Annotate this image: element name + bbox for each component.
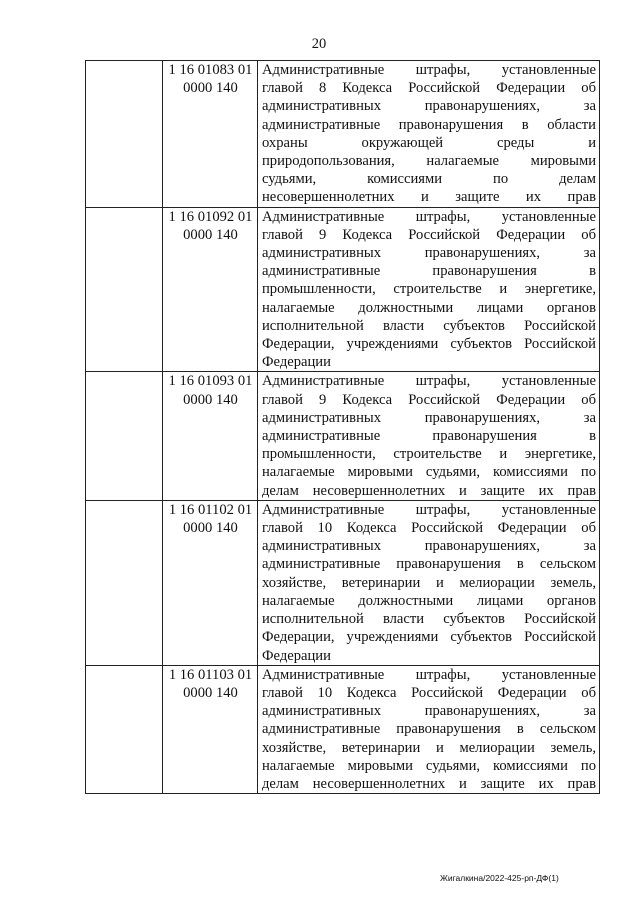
table-row	[86, 61, 600, 208]
description-line: административных правонарушениях, за	[262, 538, 596, 555]
description-cell	[258, 207, 600, 372]
description-line: хозяйстве, ветеринарии и мелиорации земель,	[262, 574, 596, 591]
description-line: главой 9 Кодекса Российской Федерации об	[262, 391, 596, 408]
description-line: Административные штрафы, установленные	[262, 62, 596, 78]
description-cell	[258, 500, 600, 665]
description-line: налагаемые должностными лицами органов	[262, 592, 596, 609]
description-line: административные правонарушения в	[262, 428, 596, 445]
description-line: Административные штрафы, установленные	[262, 666, 596, 683]
description-line: промышленности, строительстве и энергетике,	[262, 281, 596, 298]
description-line: делам несовершеннолетних и защите их прав	[262, 775, 596, 792]
budget-code-cell: 1 16 01083 01 0000 140	[163, 61, 258, 208]
empty-cell	[86, 61, 163, 208]
empty-cell	[86, 372, 163, 500]
description-cell	[258, 372, 600, 500]
table-row	[86, 500, 600, 665]
description-line: исполнительной власти субъектов Российской	[262, 317, 596, 334]
budget-codes-table	[85, 60, 600, 794]
description-line: несовершеннолетних и защите их прав	[262, 189, 596, 206]
description-line: природопользования, налагаемые мировыми	[262, 153, 596, 170]
description-line: главой 9 Кодекса Российской Федерации об	[262, 226, 596, 243]
description-line: налагаемые должностными лицами органов	[262, 299, 596, 316]
description-line: Административные штрафы, установленные	[262, 373, 596, 390]
empty-cell	[86, 500, 163, 665]
description-line: Административные штрафы, установленные	[262, 208, 596, 225]
description-line: налагаемые мировыми судьями, комиссиями по	[262, 757, 596, 774]
description-line: главой 8 Кодекса Российской Федерации об	[262, 80, 596, 97]
description-line: Административные штрафы, установленные	[262, 501, 596, 518]
document-footer: Жигалкина/2022-425-рп-ДФ(1)	[440, 873, 559, 883]
description-line: Федерации	[262, 354, 331, 371]
description-line: административных правонарушениях, за	[262, 409, 596, 426]
description-line: хозяйстве, ветеринарии и мелиорации земель,	[262, 739, 596, 756]
description-cell	[258, 665, 600, 793]
table-row	[86, 207, 600, 372]
description-line: административные правонарушения в сельском	[262, 721, 596, 738]
description-line: административные правонарушения в области	[262, 116, 596, 133]
page-number: 20	[311, 36, 327, 52]
empty-cell	[86, 665, 163, 793]
description-line: Федерации	[262, 647, 331, 664]
description-line: делам несовершеннолетних и защите их прав	[262, 482, 596, 499]
description-line: административных правонарушениях, за	[262, 98, 596, 115]
description-line: охраны окружающей среды и	[262, 134, 596, 151]
table-row	[86, 372, 600, 500]
description-line: Федерации, учреждениями субъектов Российской	[262, 336, 596, 353]
description-line: главой 10 Кодекса Российской Федерации об	[262, 684, 596, 701]
description-cell	[258, 61, 600, 208]
table-row	[86, 665, 600, 793]
description-line: главой 10 Кодекса Российской Федерации об	[262, 520, 596, 537]
description-line: промышленности, строительстве и энергетике,	[262, 446, 596, 463]
description-line: исполнительной власти субъектов Российской	[262, 611, 596, 628]
description-line: административных правонарушениях, за	[262, 703, 596, 720]
budget-code-cell: 1 16 01103 01 0000 140	[163, 665, 258, 793]
budget-code-cell: 1 16 01093 01 0000 140	[163, 372, 258, 500]
budget-code-cell: 1 16 01092 01 0000 140	[163, 207, 258, 372]
description-line: административные правонарушения в сельском	[262, 556, 596, 573]
description-line: налагаемые мировыми судьями, комиссиями по	[262, 464, 596, 481]
budget-code-cell: 1 16 01102 01 0000 140	[163, 500, 258, 665]
description-line: Федерации, учреждениями субъектов Российской	[262, 629, 596, 646]
description-line: судьями, комиссиями по делам	[262, 171, 596, 188]
empty-cell	[86, 207, 163, 372]
description-line: административных правонарушениях, за	[262, 245, 596, 262]
description-line: административные правонарушения в	[262, 263, 596, 280]
